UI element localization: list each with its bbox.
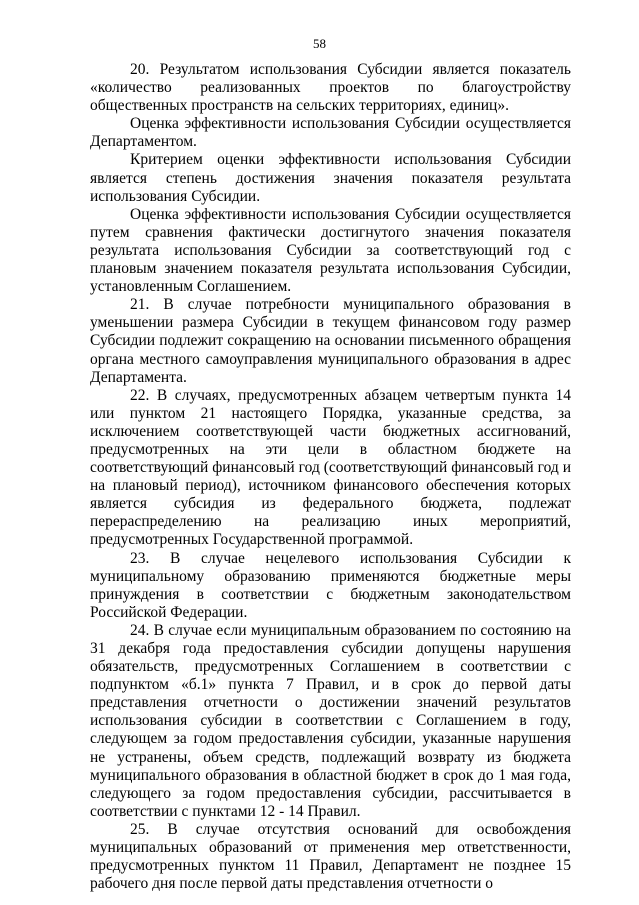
paragraph-item-24: 24. В случае если муниципальным образованием по состоянию на 31 декабря года предоставления субсидии допущены нарушения обязательств, предусмотренных Соглашением в соответствии с подпунктом «б.1» пункта 7 Правил, и в срок до первой даты представления отчетности о достижении значений результатов использования субсидии в соответствии с Соглашением в году, следующем за годом предоставления субсидии, указанные нарушения не устранены, объем средств, подлежащий возврату из бюджета муниципального образования в областной бюджет в срок до 1 мая года, следующего за годом предоставления субсидии, рассчитывается в соответствии с пунктами 12 - 14 Правил. [90,621,571,820]
paragraph-evaluation-department: Оценка эффективности использования Субсидии осуществляется Департаментом. [90,115,571,151]
paragraph-item-23: 23. В случае нецелевого использования Субсидии к муниципальному образованию применяются бюджетные меры принуждения в соответствии с бюджетным законодательством Российской Федерации. [90,549,571,621]
paragraph-evaluation-criterion: Критерием оценки эффективности использования Субсидии является степень достижения значения показателя результата использования Субсидии. [90,151,571,205]
paragraph-item-20-result: 20. Результатом использования Субсидии является показатель «количество реализованных проектов по благоустройству общественных пространств на сельских территориях, единиц». [90,61,571,115]
document-body [90,61,571,893]
paragraph-evaluation-method: Оценка эффективности использования Субсидии осуществляется путем сравнения фактически достигнутого значения показателя результата использования Субсидии за соответствующий год с плановым значением показателя результата использования Субсидии, установленным Соглашением. [90,205,571,296]
paragraph-item-25: 25. В случае отсутствия оснований для освобождения муниципальных образований от применения мер ответственности, предусмотренных пунктом 11 Правил, Департамент не позднее 15 рабочего дня после первой даты представления отчетности о [90,820,571,893]
paragraph-item-22: 22. В случаях, предусмотренных абзацем четвертым пункта 14 или пунктом 21 настоящего Порядка, указанные средства, за исключением соответствующей части бюджетных ассигнований, предусмотренных на эти цели в областном бюджете на соответствующий финансовый год (соответствующий финансовый год и на плановый период), источником финансового обеспечения которых является субсидия из федерального бюджета, подлежат перераспределению на реализацию иных мероприятий, предусмотренных Государственной программой. [90,386,571,549]
page-number: 58 [313,36,326,51]
paragraph-item-21: 21. В случае потребности муниципального образования в уменьшении размера Субсидии в текущем финансовом году размер Субсидии подлежит сокращению на основании письменного обращения органа местного самоуправления муниципального образования в адрес Департамента. [90,296,571,386]
